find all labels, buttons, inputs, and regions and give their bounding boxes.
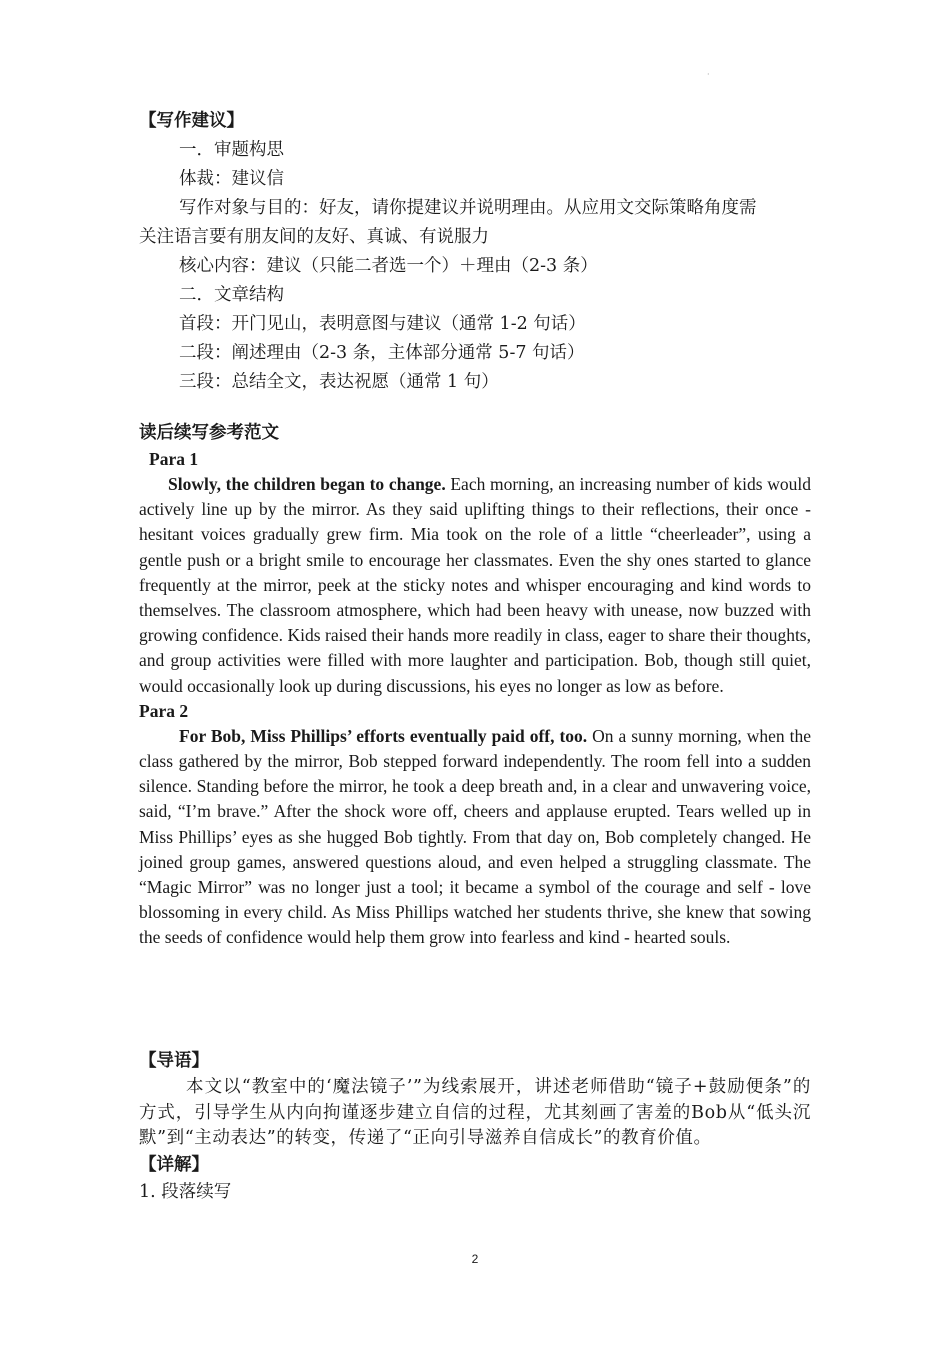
guide-section (139, 1048, 811, 1206)
section2-title: 二．文章结构 (179, 285, 284, 305)
para1-text (139, 472, 811, 699)
target-line-1: 写作对象与目的：好友，请你提建议并说明理由。从应用文交际策略角度需 (179, 198, 757, 218)
para1-label: Para 1 (149, 449, 199, 469)
page-number: 2 (471, 1252, 479, 1266)
scan-mark: · (707, 70, 710, 79)
continuation-heading: 读后续写参考范文 (139, 423, 279, 443)
writing-advice-section (139, 107, 811, 397)
writing-advice-heading: 【写作建议】 (139, 111, 244, 131)
genre-line: 体裁：建议信 (179, 169, 284, 189)
para2-text (139, 724, 811, 951)
para2-label: Para 2 (139, 700, 189, 721)
para1-lead: Slowly, the children began to change. (168, 474, 446, 494)
para1-body: Each morning, an increasing number of kids would actively line up by the mirror. As they said uplifting things to their reflections, their once - hesitant voices gradually grew firm. Mia took on the role of a little “cheerleader”, using a gentle push or a bright smile to encourage her classmates. Even the shy ones started to glance frequently at the mirror, peek at the sticky notes and whisper encouraging and kind words to themselves. The classroom atmosphere, which had been heavy with unease, now buzzed with growing confidence. Kids raised their hands more readily in class, eager to share their thoughts, and group activities were filled with more laughter and participation. Bob, though still quiet, would occasionally look up during discussions, his eyes no longer as low as before. (139, 474, 811, 696)
continuation-section (139, 420, 811, 951)
guide-text: 本文以“教室中的‘魔法镜子’”为线索展开，讲述老师借助“镜子+鼓励便条”的方式，引导学生从内向拘谨逐步建立自信的过程，尤其刻画了害羞的Bob从“低头沉默”到“主动表达”的转变，传递了“正向引导滋养自信成长”的教育价值。 (139, 1077, 811, 1148)
guide-heading: 【导语】 (139, 1051, 209, 1071)
detail-item-1: 1. 段落续写 (139, 1181, 232, 1202)
structure-para2: 二段：阐述理由（2-3 条，主体部分通常 5-7 句话） (179, 343, 585, 363)
structure-para3: 三段：总结全文，表达祝愿（通常 1 句） (179, 372, 499, 392)
para2-body: On a sunny morning, when the class gathered by the mirror, Bob stepped forward independently. The room fell into a sudden silence. Standing before the mirror, he took a deep breath and, in a clear and unwavering voice, said, “I’m brave.” After the shock wore off, cheers and applause erupted. Tears welled up in Miss Phillips’ eyes as she hugged Bob tightly. From that day on, Bob completely changed. He joined group games, answered questions aloud, and even helped a struggling classmate. The “Magic Mirror” was no longer just a tool; it became a symbol of the courage and self - love blossoming in every child. As Miss Phillips watched her students thrive, she knew that sowing the seeds of confidence would help them grow into fearless and kind - hearted souls. (139, 725, 811, 948)
core-content-line: 核心内容：建议（只能二者选一个）＋理由（2-3 条） (179, 256, 598, 276)
detail-heading: 【详解】 (139, 1154, 209, 1175)
para2-lead: For Bob, Miss Phillips’ efforts eventually paid off, too. (179, 725, 588, 746)
target-line-2: 关注语言要有朋友间的友好、真诚、有说服力 (139, 227, 489, 247)
section1-title: 一．审题构思 (179, 140, 284, 160)
structure-para1: 首段：开门见山，表明意图与建议（通常 1-2 句话） (179, 314, 586, 334)
